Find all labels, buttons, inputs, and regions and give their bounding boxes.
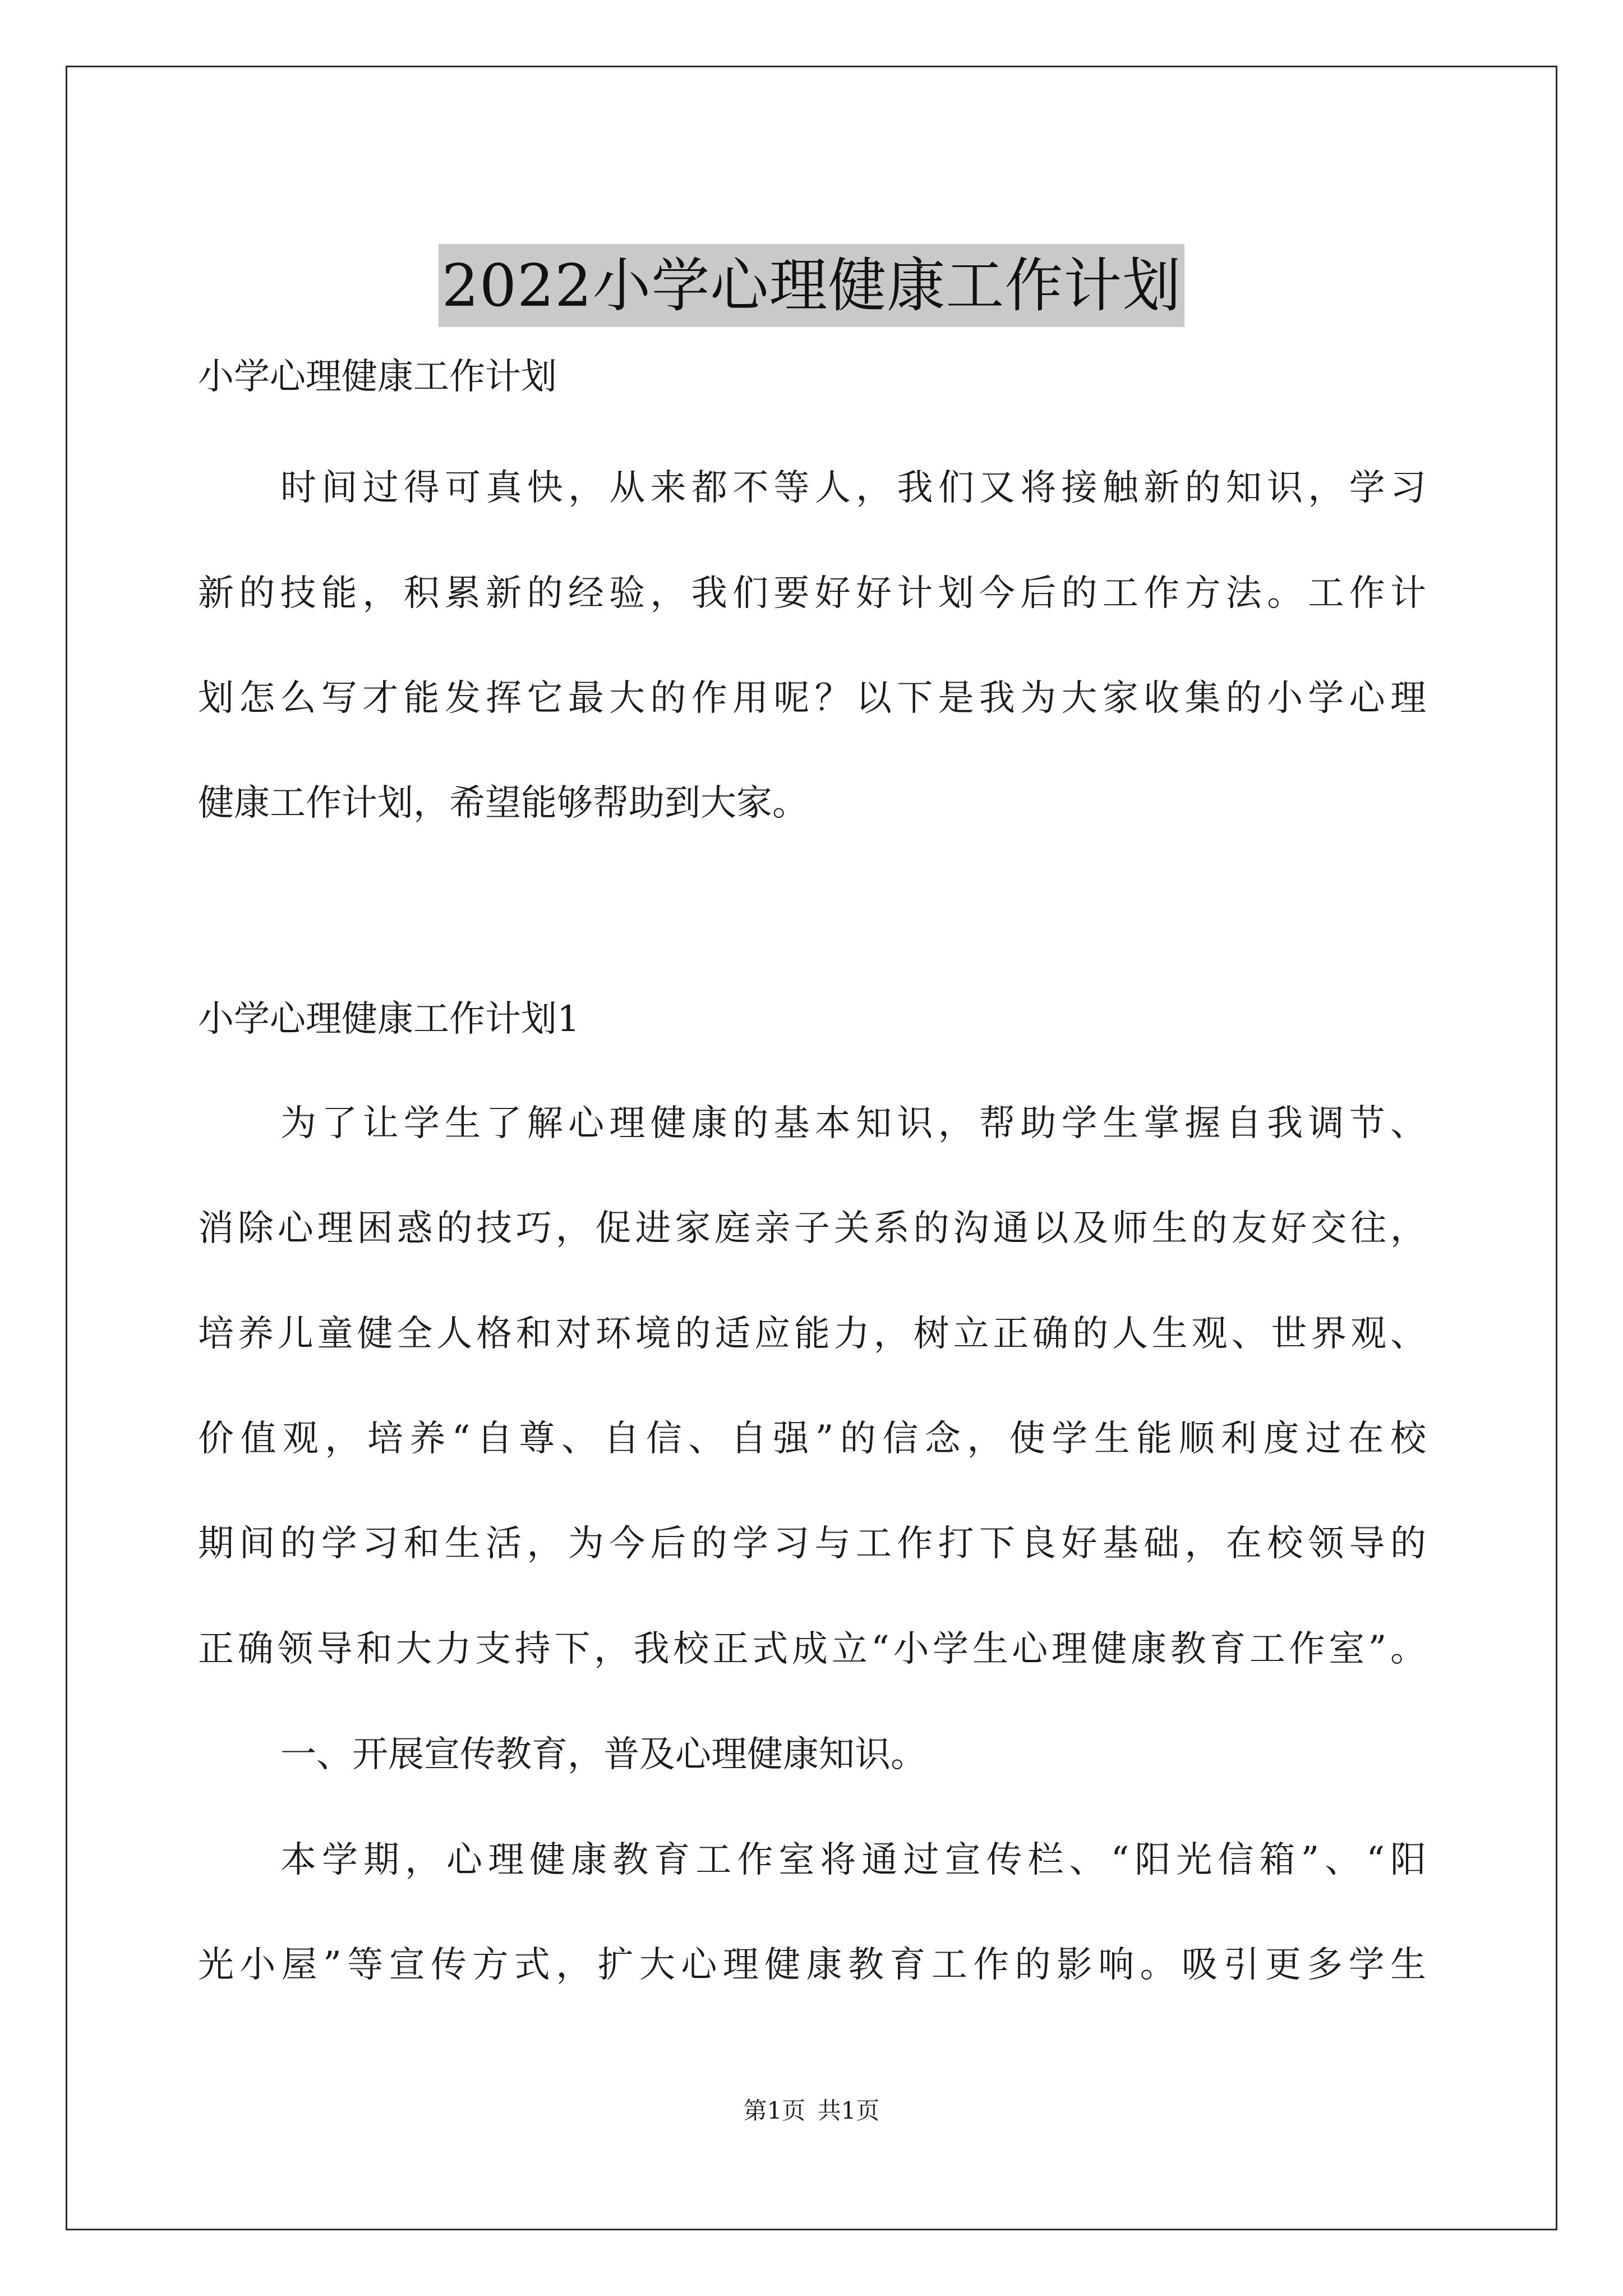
- intro-line: 划怎么写才能发挥它最大的作用呢？以下是我为大家收集的小学心理: [198, 678, 1426, 719]
- intro-line: 新的技能，积累新的经验，我们要好好计划今后的工作方法。工作计: [198, 573, 1426, 614]
- title-block: [0, 205, 1623, 366]
- section-heading: 小学心理健康工作计划1: [198, 999, 580, 1040]
- section-line: 消除心理困惑的技巧，促进家庭亲子关系的沟通以及师生的友好交往，: [198, 1208, 1426, 1249]
- section-line: 为了让学生了解心理健康的基本知识，帮助学生掌握自我调节、: [280, 1103, 1426, 1144]
- document-title: 2022小学心理健康工作计划: [439, 244, 1185, 327]
- section-line: 价值观，培养“自尊、自信、自强”的信念，使学生能顺利度过在校: [198, 1418, 1426, 1460]
- section-line: 培养儿童健全人格和对环境的适应能力，树立正确的人生观、世界观、: [198, 1313, 1426, 1355]
- page-total: 共1页: [817, 2097, 880, 2124]
- intro-line: 健康工作计划，希望能够帮助到大家。: [198, 783, 808, 824]
- point-heading: 一、开展宣传教育，普及心理健康知识。: [280, 1734, 926, 1775]
- document-subtitle: 小学心理健康工作计划: [198, 356, 557, 398]
- intro-line: 时间过得可真快，从来都不等人，我们又将接触新的知识，学习: [280, 467, 1426, 509]
- point-line: 本学期，心理健康教育工作室将通过宣传栏、“阳光信箱”、“阳: [280, 1839, 1426, 1881]
- page-number: 第1页: [743, 2097, 806, 2124]
- page-footer: [0, 2094, 1623, 2128]
- section-line: 正确领导和大力支持下，我校正式成立“小学生心理健康教育工作室”。: [198, 1628, 1426, 1670]
- section-line: 期间的学习和生活，为今后的学习与工作打下良好基础，在校领导的: [198, 1523, 1426, 1565]
- point-line: 光小屋”等宣传方式，扩大心理健康教育工作的影响。吸引更多学生: [198, 1944, 1426, 1986]
